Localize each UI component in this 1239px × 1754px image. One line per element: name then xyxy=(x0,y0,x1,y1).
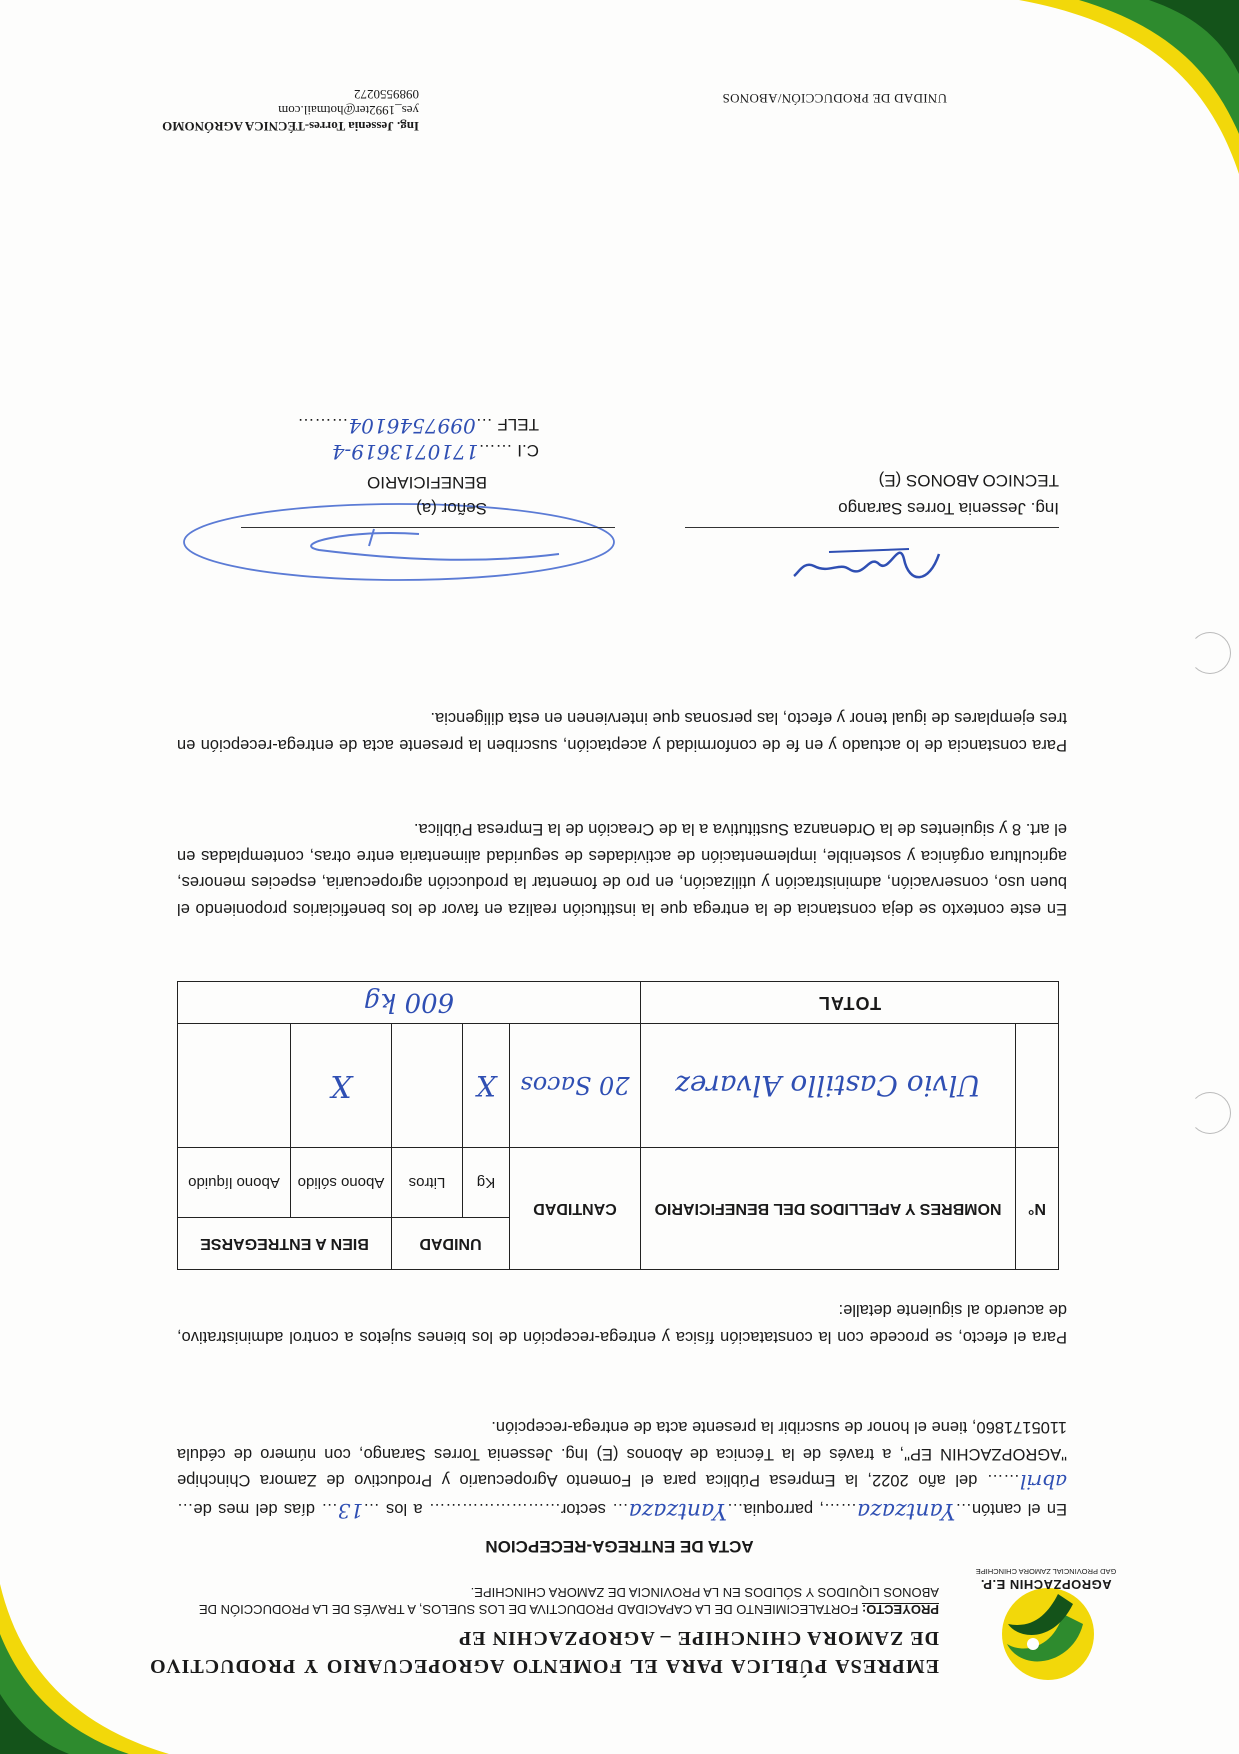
header-litros: Litros xyxy=(392,1148,463,1218)
intro-text-canton: En el cantón xyxy=(971,1500,1067,1518)
intro-text-dias: días del mes de xyxy=(193,1500,316,1518)
footer-contact-name: Ing. Jessenia Torres-TÉCNICA AGRÓNOMO xyxy=(162,119,419,134)
table-total-row xyxy=(178,982,1059,1024)
corner-swoosh-bottom-left xyxy=(1019,0,1239,174)
footer-contact xyxy=(162,86,419,134)
header-cantidad: CANTIDAD xyxy=(510,1148,641,1270)
context-paragraph: En este contexto se deja constancia de la entrega que la institución realiza en favor de los beneficiarios proponiendo el buen uso, conservación, administración y utilización, en pro de fomentar la producción agropecuaria, especies menores, agricultura orgánica y sostenible, implementación de actividades de seguridad alimentaria entre otras, contempladas en el art. 8 y siguientes de la Ordenanza Sustitutiva a la de Creación de la Empresa Pública. xyxy=(177,820,1067,918)
header-bien: BIEN A ENTREGARSE xyxy=(178,1218,392,1270)
cell-no xyxy=(1016,1024,1059,1148)
total-label: TOTAL xyxy=(641,982,1059,1024)
cell-litros xyxy=(392,1024,463,1148)
ci-label: C.I xyxy=(517,441,539,460)
beneficiario-title: Señor (a) xyxy=(416,499,487,518)
ci-value: 1710713619-4 xyxy=(331,440,479,464)
intro-text-alos: a los xyxy=(386,1500,423,1518)
beneficiario-telf: TELF …0997546104……… xyxy=(297,414,539,438)
project-line xyxy=(149,1584,939,1618)
document-title: ACTA DE ENTREGA-RECEPCION xyxy=(485,1537,754,1556)
header-abono-solido: Abono sólido xyxy=(291,1148,392,1218)
header-abono-liquido: Abono líquido xyxy=(178,1148,291,1218)
intro-text-parroquia: parroquia xyxy=(743,1500,814,1518)
header-no: N° xyxy=(1016,1148,1059,1270)
cell-kg: X xyxy=(463,1024,510,1148)
closing-paragraph: Para constancia de lo actuado y en fe de conformidad y aceptación, suscriben la presente acta de entrega-recepción en tres ejemplares de igual tenor y efecto, las personas que intervienen en esta diligencia. xyxy=(177,709,1067,754)
intro-text-rest: del año 2022, la Empresa Pública para el Fomento Agropecuario y Productivo de Zamora Chinchipe "AGROPZACHIN EP", a través de la Técnica de Abonos (E) Ing. Jessenia Torres Sarango, con número de cédula 1105171860, tiene el honor de suscribir la presente acta de entrega-recepción. xyxy=(177,1418,1067,1490)
tecnico-role: TECNICO ABONOS (E) xyxy=(878,471,1059,490)
cell-cantidad: 20 Sacos xyxy=(510,1024,641,1148)
handwritten-mes: abril xyxy=(1019,1470,1067,1495)
punch-hole-mark xyxy=(1189,1092,1231,1134)
cell-nombre: Ulvio Castillo Alvarez xyxy=(641,1024,1016,1148)
table-row xyxy=(178,1024,1059,1148)
logo-subtitle: GAD PROVINCIAL ZAMORA CHINCHIPE xyxy=(975,1567,1117,1576)
header-kg: Kg xyxy=(463,1148,510,1218)
beneficiario-signature-line xyxy=(241,527,615,528)
cell-abono-solido: X xyxy=(291,1024,392,1148)
handwritten-dias: 13 xyxy=(337,1499,364,1523)
detail-paragraph: Para el efecto, se procede con la constatación física y entrega-recepción de los bienes sujetos a control administrativo, de acuerdo al siguiente detalle: xyxy=(177,1301,1067,1346)
intro-text-sector: sector xyxy=(560,1500,606,1518)
footer-contact-phone: 0989550272 xyxy=(354,87,419,102)
punch-hole-mark xyxy=(1189,632,1231,674)
organization-title: EMPRESA PÚBLICA PARA EL FOMENTO AGROPECUARIO Y PRODUCTIVO DE ZAMORA CHINCHIPE – AGROPZACHIN EP xyxy=(149,1627,939,1677)
footer-unit: UNIDAD DE PRODUCCIÓN/ABONOS xyxy=(722,91,947,106)
header-unidad: UNIDAD xyxy=(392,1218,510,1270)
footer-contact-email: yes_1992ter@hotmail.com xyxy=(278,103,419,118)
beneficiario-signature-icon xyxy=(179,494,619,584)
handwritten-parroquia: Yantzaza xyxy=(628,1498,727,1523)
telf-value: 0997546104 xyxy=(348,414,476,438)
intro-paragraph: En el cantón…Yantzaza……, parroquia…Yantzaza… sector…………………… a los …13… días del mes de…abril…… del año 2022, la Empresa Pública para el Fomento Agropecuario y Productivo de Zamora Chinchipe "AGROPZACHIN EP", a través de la Técnica de Abonos (E) Ing. Jessenia Torres Sarango, con número de cédula 1105171860, tiene el honor de suscribir la presente acta de entrega-recepción. xyxy=(176,1418,1067,1523)
project-text: FORTALECIMIENTO DE LA CAPACIDAD PRODUCTIVA DE LOS SUELOS, A TRAVÉS DE LA PRODUCCIÓN DE ABONOS LIQUIDOS Y SÓLIDOS EN LA PROVINCIA DE ZAMORA CHINCHIPE. xyxy=(199,1585,939,1617)
handwritten-canton: Yantzaza xyxy=(857,1498,956,1523)
telf-label: TELF xyxy=(497,415,539,434)
cell-abono-liquido xyxy=(178,1024,291,1148)
header-nombres: NOMBRES Y APELLIDOS DEL BENEFICIARIO xyxy=(641,1148,1016,1270)
beneficiario-role: BENEFICIARIO xyxy=(367,473,487,492)
logo-wordmark: AGROPZACHIN E.P. xyxy=(980,1577,1112,1592)
tecnico-name: Ing. Jessenia Torres Sarango xyxy=(838,499,1059,518)
tecnico-signature-line xyxy=(685,527,1059,528)
beneficiario-ci: C.I ……1710713619-4 xyxy=(331,440,539,464)
project-label: PROYECTO: xyxy=(861,1602,939,1617)
tecnico-signature-icon xyxy=(789,534,949,594)
total-value: 600 kg xyxy=(178,982,641,1024)
beneficiary-table xyxy=(177,981,1059,1270)
